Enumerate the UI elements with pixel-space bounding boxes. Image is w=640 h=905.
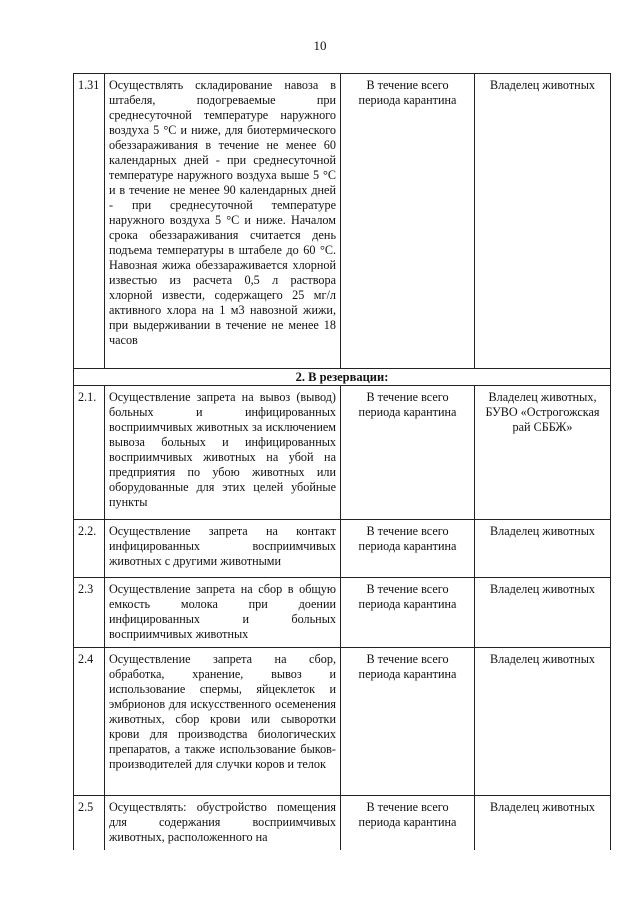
term-text: В течение всего периода карантина [341,578,475,648]
term-text: В течение всего периода карантина [341,520,475,578]
row-number: 2.3 [74,578,105,648]
row-number: 2.2. [74,520,105,578]
row-number: 2.5 [74,796,105,851]
term-text: В течение всего периода карантина [341,796,475,851]
responsible-text: Владелец животных [475,520,611,578]
responsible-text: Владелец животных [475,648,611,796]
section-header-row [74,369,611,386]
measures-table [73,73,611,850]
measure-text: Осуществление запрета на вывоз (вывод) больных и инфицированных восприимчивых животных за исключением вывоза больных и инфицированных восприимчивых животных на убой на предприятия по убою животных или оборудованные для этих целей убойные пункты [105,386,341,520]
measure-text: Осуществлять: обустройство помещения для содержания восприимчивых животных, расположенного на [105,796,341,851]
row-number: 2.4 [74,648,105,796]
table-row [74,386,611,520]
term-text: В течение всего периода карантина [341,648,475,796]
term-text: В течение всего периода карантина [341,386,475,520]
table-row [74,796,611,851]
responsible-text: Владелец животных [475,74,611,369]
measure-text: Осуществление запрета на сбор, обработка, хранение, вывоз и использование спермы, яйцеклеток и эмбрионов для искусственного осеменения животных, сбор крови или сыворотки крови для производства биологических препаратов, а также использование быков-производителей для случки коров и телок [105,648,341,796]
term-text: В течение всего периода карантина [341,74,475,369]
table-row [74,578,611,648]
table-row [74,648,611,796]
section-title: 2. В резервации: [74,369,611,386]
table-row [74,74,611,369]
measure-text: Осуществление запрета на сбор в общую емкость молока при доении инфицированных и больных восприимчивых животных [105,578,341,648]
responsible-text: Владелец животных [475,578,611,648]
measure-text: Осуществление запрета на контакт инфицированных восприимчивых животных с другими животными [105,520,341,578]
row-number: 2.1. [74,386,105,520]
table-row [74,520,611,578]
responsible-text: Владелец животных [475,796,611,851]
page-number: 10 [313,38,327,53]
measure-text: Осуществлять складирование навоза в штабеля, подогреваемые при среднесуточной температуре наружного воздуха 5 °С и ниже, для биотермического обеззараживания в течение не менее 60 календарных дней - при среднесуточной температуре наружного воздуха выше 5 °С и в течение не менее 90 календарных дней - при среднесуточной температуре наружного воздуха 5 °С и ниже. Началом срока обеззараживания считается день подъема температуры в штабеле до 60 °С. Навозная жижа обеззараживается хлорной известью из расчета 0,5 л раствора хлорной извести, содержащего 25 мг/л активного хлора на 1 м3 навозной жижи, при выдерживании в течение не менее 18 часов [105,74,341,369]
row-number: 1.31 [74,74,105,369]
responsible-text: Владелец животных, БУВО «Острогожская рай СББЖ» [475,386,611,520]
